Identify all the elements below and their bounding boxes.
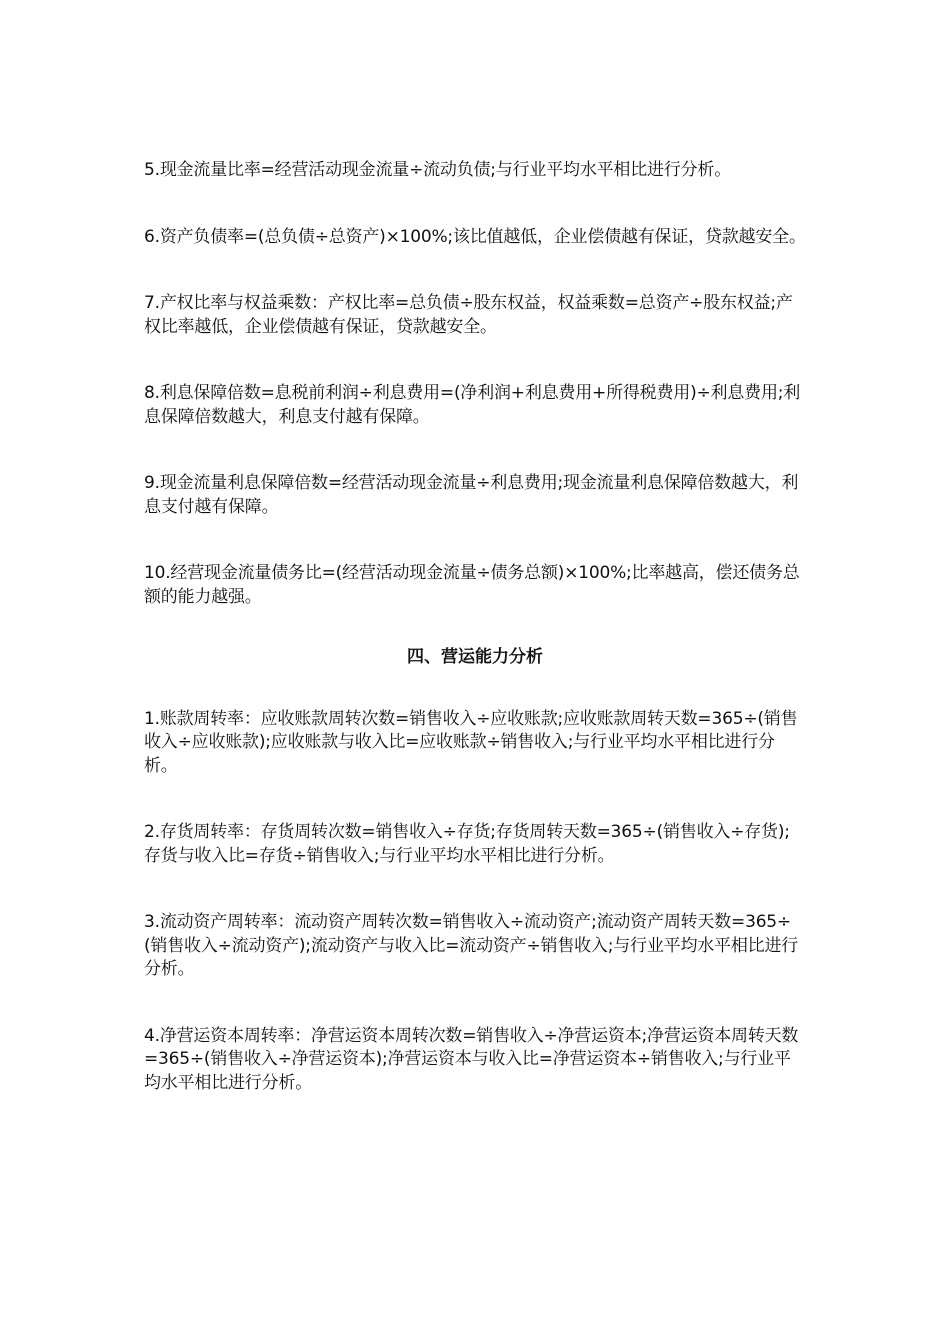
paragraph-cash-flow-ratio: 5.现金流量比率=经营活动现金流量÷流动负债;与行业平均水平相比进行分析。 — [144, 160, 732, 180]
paragraph-debt-to-asset-ratio: 6.资产负债率=(总负债÷总资产)×100%;该比值越低，企业偿债越有保证，贷款越安全。 — [144, 226, 806, 247]
paragraph-interest-coverage: 8.利息保障倍数=息税前利润÷利息费用=(净利润+利息费用+所得税费用)÷利息费用;利息保障倍数越大，利息支付越有保障。 — [144, 383, 801, 427]
paragraph-equity-ratio: 7.产权比率与权益乘数：产权比率=总负债÷股东权益，权益乘数=总资产÷股东权益;产权比率越低，企业偿债越有保证，贷款越安全。 — [144, 293, 793, 337]
paragraph-cash-interest-coverage: 9.现金流量利息保障倍数=经营活动现金流量÷利息费用;现金流量利息保障倍数越大，利息支付越有保障。 — [144, 473, 799, 517]
paragraph-receivables-turnover: 1.账款周转率：应收账款周转次数=销售收入÷应收账款;应收账款周转天数=365÷(销售收入÷应收账款);应收账款与收入比=应收账款÷销售收入;与行业平均水平相比进行分析。 — [144, 708, 798, 776]
paragraph-inventory-turnover: 2.存货周转率：存货周转次数=销售收入÷存货;存货周转天数=365÷(销售收入÷存货);存货与收入比=存货÷销售收入;与行业平均水平相比进行分析。 — [144, 822, 790, 866]
document-body — [144, 159, 806, 1095]
paragraph-working-capital-turnover: 4.净营运资本周转率：净营运资本周转次数=销售收入÷净营运资本;净营运资本周转天数=365÷(销售收入÷净营运资本);净营运资本与收入比=净营运资本÷销售收入;与行业平均水平相比进行分析。 — [144, 1025, 799, 1093]
paragraph-operating-cash-debt-ratio: 10.经营现金流量债务比=(经营活动现金流量÷债务总额)×100%;比率越高，偿还债务总额的能力越强。 — [144, 563, 800, 607]
section-heading: 四、营运能力分析 — [407, 647, 543, 667]
paragraph-current-assets-turnover: 3.流动资产周转率：流动资产周转次数=销售收入÷流动资产;流动资产周转天数=365÷(销售收入÷流动资产);流动资产与收入比=流动资产÷销售收入;与行业平均水平相比进行分析。 — [144, 912, 799, 979]
